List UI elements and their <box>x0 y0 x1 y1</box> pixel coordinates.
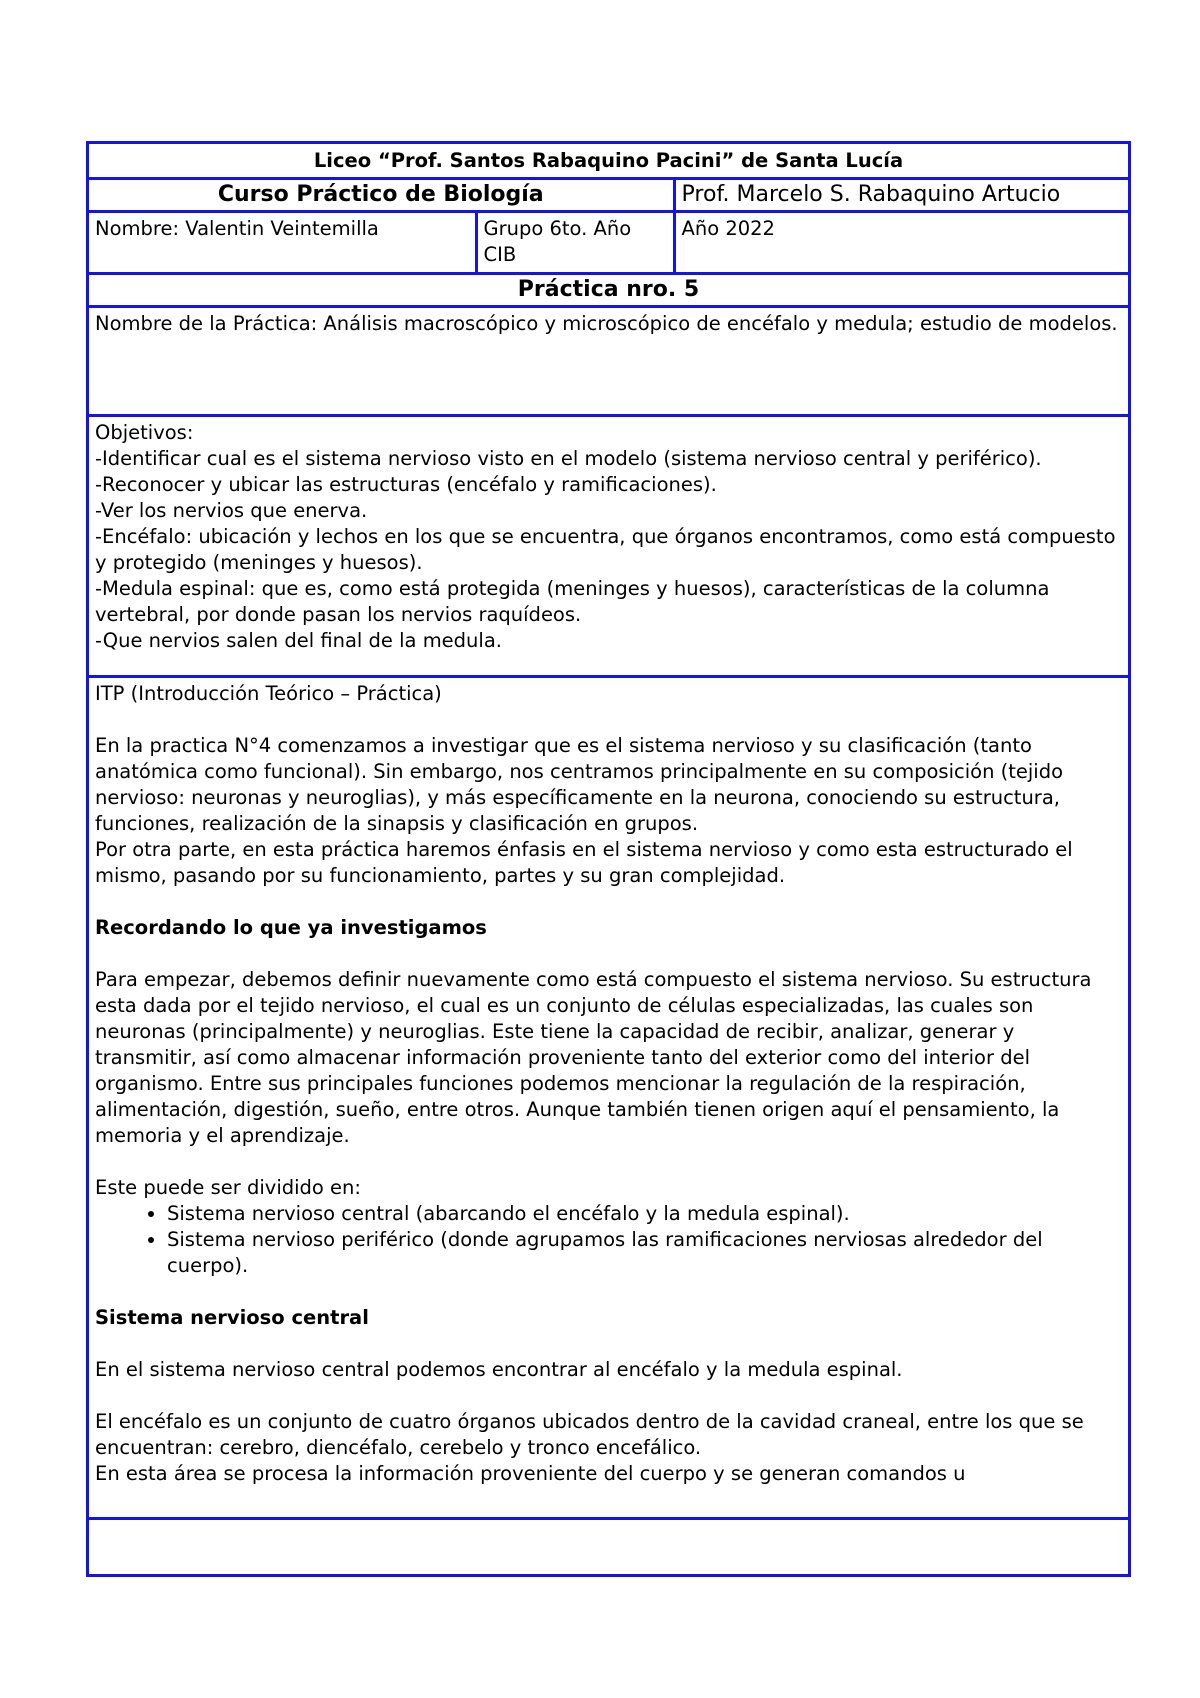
practice-name: Nombre de la Práctica: Análisis macroscópico y microscópico de encéfalo y medula; estudio de modelos. <box>89 307 1128 416</box>
itp-cell <box>89 677 1128 1519</box>
section-paragraph: En esta área se procesa la información proveniente del cuerpo y se generan comandos u <box>95 1462 966 1485</box>
objective-item: -Identificar cual es el sistema nervioso visto en el modelo (sistema nervioso central y periférico). <box>95 447 1042 470</box>
student-name: Nombre: Valentin Veintemilla <box>89 212 476 274</box>
objective-item: -Que nervios salen del final de la medula. <box>95 629 502 652</box>
school-year: Año 2022 <box>674 212 1128 274</box>
section-paragraph: Para empezar, debemos definir nuevamente como está compuesto el sistema nervioso. Su estructura esta dada por el tejido nervioso, el cual es un conjunto de células especializadas, las cuales son neuronas (principalmente) y neuroglias. Este tiene la capacidad de recibir, analizar, generar y transmitir, así como almacenar información proveniente tanto del exterior como del interior del organismo. Entre sus principales funciones podemos mencionar la regulación de la respiración, alimentación, digestión, sueño, entre otros. Aunque también tienen origen aquí el pensamiento, la memoria y el aprendizaje. <box>95 968 1092 1147</box>
course-row <box>89 179 1128 212</box>
division-list <box>95 1201 1122 1279</box>
section-paragraph: En el sistema nervioso central podemos encontrar al encéfalo y la medula espinal. <box>95 1358 903 1381</box>
objectives-cell <box>89 416 1128 677</box>
objectives-label: Objetivos: <box>95 421 194 444</box>
objective-item: -Reconocer y ubicar las estructuras (encéfalo y ramificaciones). <box>95 473 717 496</box>
student-row <box>89 212 1128 274</box>
title-row <box>89 144 1128 179</box>
section-heading-recordando: Recordando lo que ya investigamos <box>95 916 487 939</box>
section-paragraph: Este puede ser dividido en: <box>95 1176 361 1199</box>
document-table <box>89 144 1128 1520</box>
itp-heading: ITP (Introducción Teórico – Práctica) <box>95 682 442 705</box>
school-title: Liceo “Prof. Santos Rabaquino Pacini” de Santa Lucía <box>89 144 1128 179</box>
section-paragraph: El encéfalo es un conjunto de cuatro órganos ubicados dentro de la cavidad craneal, entre los que se encuentran: cerebro, diencéfalo, cerebelo y tronco encefálico. <box>95 1410 1084 1459</box>
student-group: Grupo 6to. Año CIB <box>476 212 674 274</box>
objective-item: -Medula espinal: que es, como está protegida (meninges y huesos), características de la columna vertebral, por donde pasan los nervios raquídeos. <box>95 577 1050 626</box>
professor-name: Prof. Marcelo S. Rabaquino Artucio <box>674 179 1128 212</box>
objective-item: -Ver los nervios que enerva. <box>95 499 368 522</box>
practice-row <box>89 274 1128 307</box>
practice-name-row <box>89 307 1128 416</box>
itp-intro-paragraph: En la practica N°4 comenzamos a investigar que es el sistema nervioso y su clasificación (tanto anatómica como funcional). Sin embargo, nos centramos principalmente en su composición (tejido nervioso: neuronas y neuroglias), y más específicamente en la neurona, conociendo su estructura, funciones, realización de la sinapsis y clasificación en grupos. <box>95 734 1064 835</box>
itp-row <box>89 677 1128 1519</box>
itp-intro-paragraph: Por otra parte, en esta práctica haremos énfasis en el sistema nervioso y como esta estructurado el mismo, pasando por su funcionamiento, partes y su gran complejidad. <box>95 838 1073 887</box>
section-heading-snc: Sistema nervioso central <box>95 1306 369 1329</box>
objective-item: -Encéfalo: ubicación y lechos en los que se encuentra, que órganos encontramos, como está compuesto y protegido (meninges y huesos). <box>95 525 1116 574</box>
list-item: • Sistema nervioso central (abarcando el encéfalo y la medula espinal). <box>167 1201 1122 1227</box>
course-title: Curso Práctico de Biología <box>89 179 674 212</box>
practice-number: Práctica nro. 5 <box>89 274 1128 307</box>
objectives-row <box>89 416 1128 677</box>
document-table-frame <box>86 141 1131 1577</box>
list-item: • Sistema nervioso periférico (donde agrupamos las ramificaciones nerviosas alrededor del cuerpo). <box>167 1227 1122 1279</box>
